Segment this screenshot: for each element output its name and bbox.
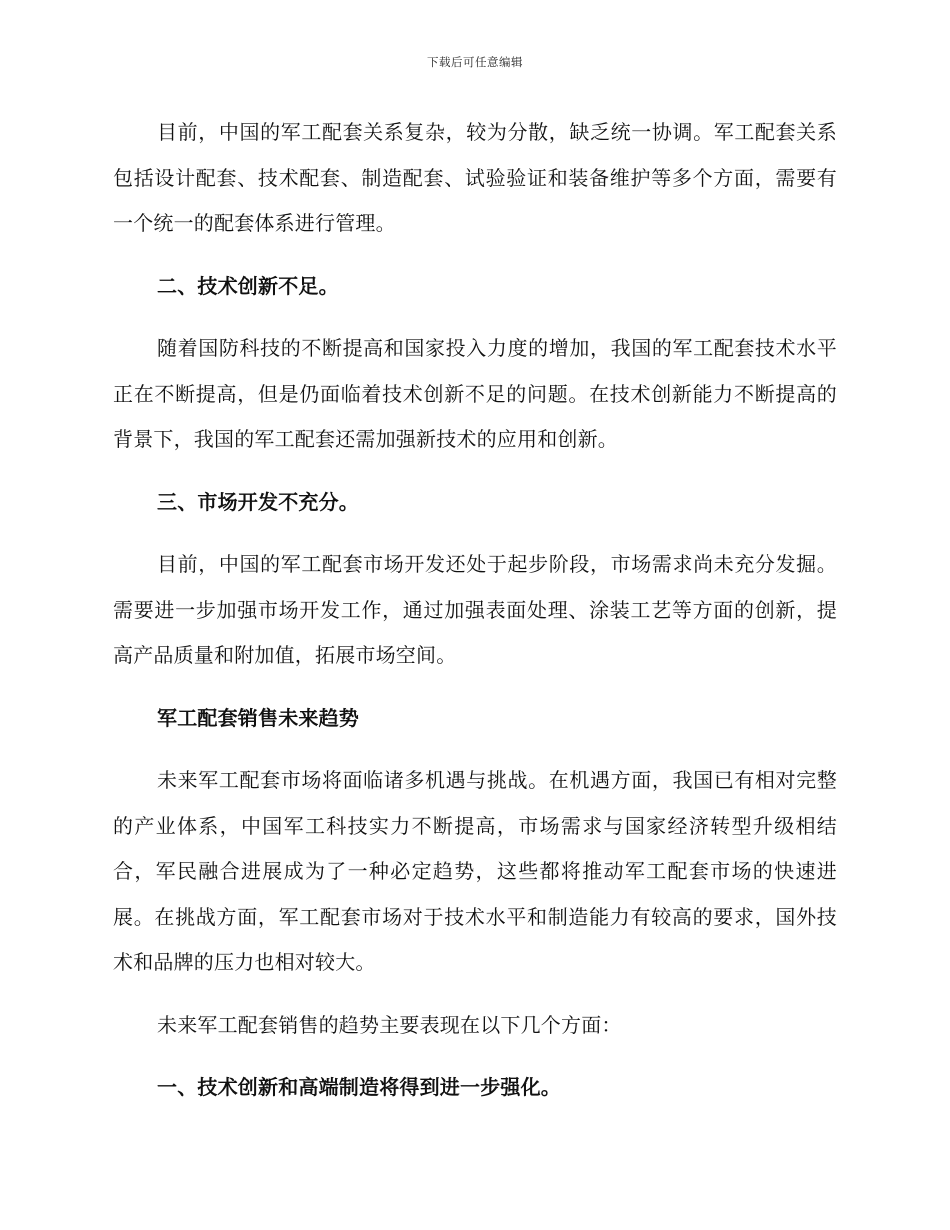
paragraph: 随着国防科技的不断提高和国家投入力度的增加，我国的军工配套技术水平正在不断提高，但是仍面临着技术创新不足的问题。在技术创新能力不断提高的背景下，我国的军工配套还需加强新技术的应用和创新。 (113, 336, 837, 451)
paragraph: 目前，中国的军工配套市场开发还处于起步阶段，市场需求尚未充分发掘。需要进一步加强市场开发工作，通过加强表面处理、涂装工艺等方面的创新，提高产品质量和附加值，拓展市场空间。 (113, 552, 837, 667)
section-heading: 一、技术创新和高端制造将得到进一步强化。 (157, 1075, 561, 1099)
page-header: 下载后可任意编辑 (427, 55, 523, 69)
section-heading: 三、市场开发不充分。 (157, 489, 359, 514)
section-heading: 二、技术创新不足。 (157, 273, 339, 298)
document-body (113, 110, 837, 1111)
paragraph: 目前，中国的军工配套关系复杂，较为分散，缺乏统一协调。军工配套关系包括设计配套、技术配套、制造配套、试验验证和装备维护等多个方面，需要有一个统一的配套体系进行管理。 (113, 120, 837, 235)
section-heading: 军工配套销售未来趋势 (157, 705, 359, 730)
paragraph: 未来军工配套市场将面临诸多机遇与挑战。在机遇方面，我国已有相对完整的产业体系，中国军工科技实力不断提高，市场需求与国家经济转型升级相结合，军民融合进展成为了一种必定趋势，这些都将推动军工配套市场的快速进展。在挑战方面，军工配套市场对于技术水平和制造能力有较高的要求，国外技术和品牌的压力也相对较大。 (113, 768, 837, 974)
paragraph: 未来军工配套销售的趋势主要表现在以下几个方面： (157, 1012, 622, 1037)
